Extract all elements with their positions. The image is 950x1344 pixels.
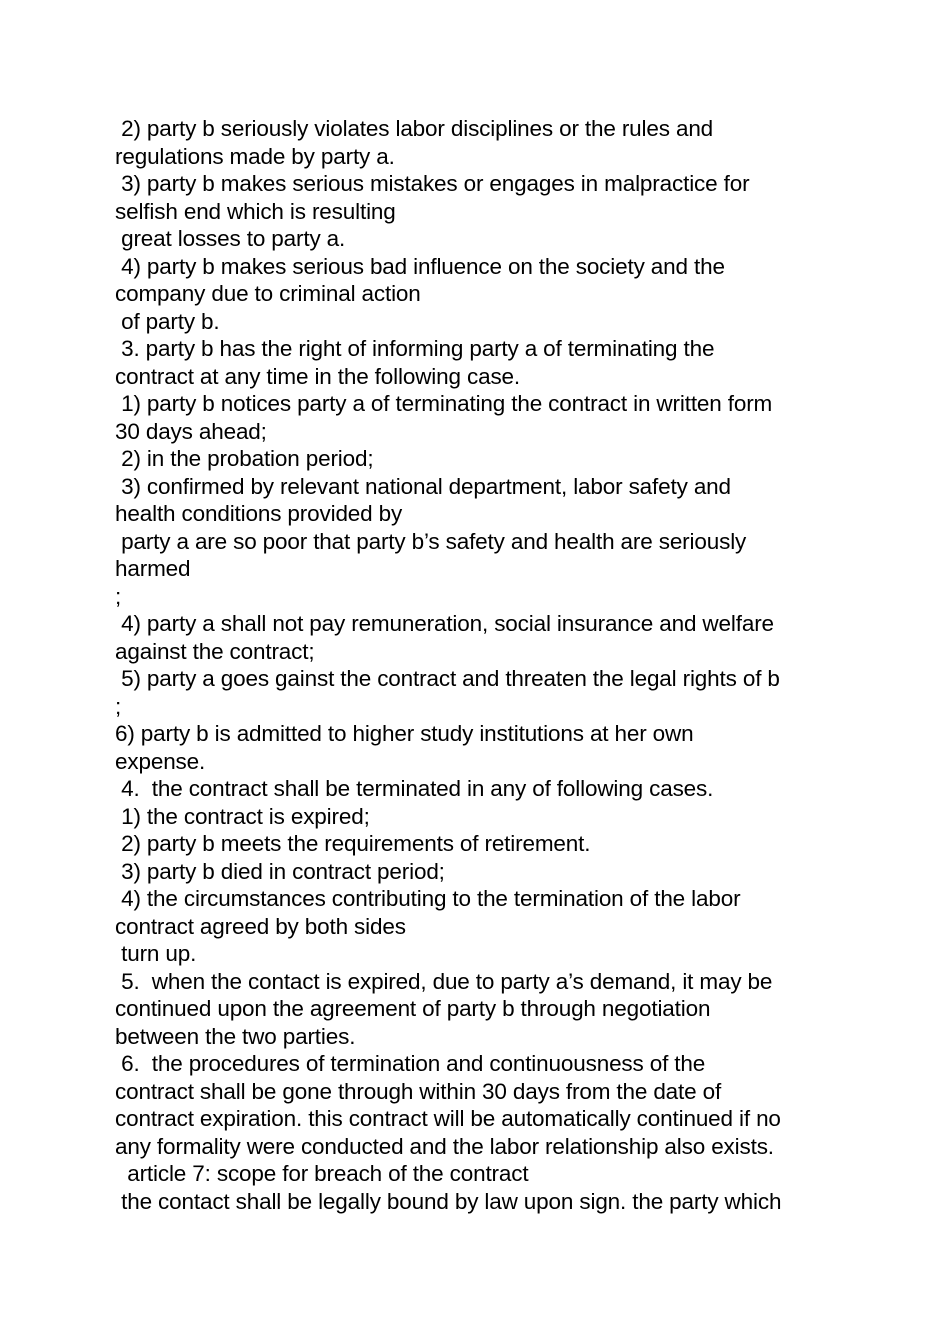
document-page (115, 115, 845, 1215)
text-line: regulations made by party a. (115, 143, 395, 169)
text-line: harmed (115, 556, 191, 581)
text-line: 1) party b notices party a of terminating the contract in written form (115, 391, 773, 416)
text-line: party a are so poor that party b’s safety and health are seriously (115, 528, 747, 554)
text-line: 4. the contract shall be terminated in any of following cases. (115, 776, 714, 801)
text-line: contract shall be gone through within 30 days from the date of (115, 1078, 722, 1104)
text-line: contract expiration. this contract will be automatically continued if no (115, 1106, 781, 1131)
text-line: ; (115, 583, 122, 609)
text-line: 5) party a goes gainst the contract and threaten the legal rights of b (115, 666, 780, 691)
text-line: 3. party b has the right of informing party a of terminating the (115, 336, 715, 361)
text-line: contract agreed by both sides (115, 913, 406, 939)
text-line: 30 days ahead; (115, 418, 267, 444)
text-line: 4) the circumstances contributing to the termination of the labor (115, 886, 741, 911)
text-line: company due to criminal action (115, 281, 421, 306)
text-line: 4) party b makes serious bad influence on the society and the (115, 253, 725, 279)
text-line: expense. (115, 748, 206, 774)
text-line: continued upon the agreement of party b through negotiation (115, 996, 711, 1021)
text-line: turn up. (115, 941, 197, 966)
text-line: 6) party b is admitted to higher study institutions at her own (115, 721, 694, 746)
text-line: 6. the procedures of termination and continuousness of the (115, 1051, 706, 1076)
text-line: 1) the contract is expired; (115, 803, 370, 829)
text-line: the contact shall be legally bound by law upon sign. the party which (115, 1188, 782, 1214)
text-line: health conditions provided by (115, 501, 403, 526)
text-line: ; (115, 693, 122, 719)
text-line: between the two parties. (115, 1023, 356, 1049)
text-line: 2) in the probation period; (115, 446, 374, 471)
text-line: of party b. (115, 308, 220, 334)
text-line: any formality were conducted and the labor relationship also exists. (115, 1133, 774, 1159)
text-line: 2) party b meets the requirements of retirement. (115, 831, 591, 856)
text-line: 2) party b seriously violates labor disciplines or the rules and (115, 116, 714, 141)
text-line: selfish end which is resulting (115, 198, 396, 224)
text-line: article 7: scope for breach of the contract (115, 1161, 529, 1186)
text-line: great losses to party a. (115, 226, 346, 251)
text-line: against the contract; (115, 638, 315, 664)
text-line: 3) confirmed by relevant national department, labor safety and (115, 473, 731, 499)
text-line: 4) party a shall not pay remuneration, social insurance and welfare (115, 611, 774, 636)
text-line: 5. when the contact is expired, due to party a’s demand, it may be (115, 968, 773, 994)
text-line: contract at any time in the following case. (115, 363, 521, 389)
text-line: 3) party b makes serious mistakes or engages in malpractice for (115, 171, 750, 196)
text-line: 3) party b died in contract period; (115, 858, 445, 884)
